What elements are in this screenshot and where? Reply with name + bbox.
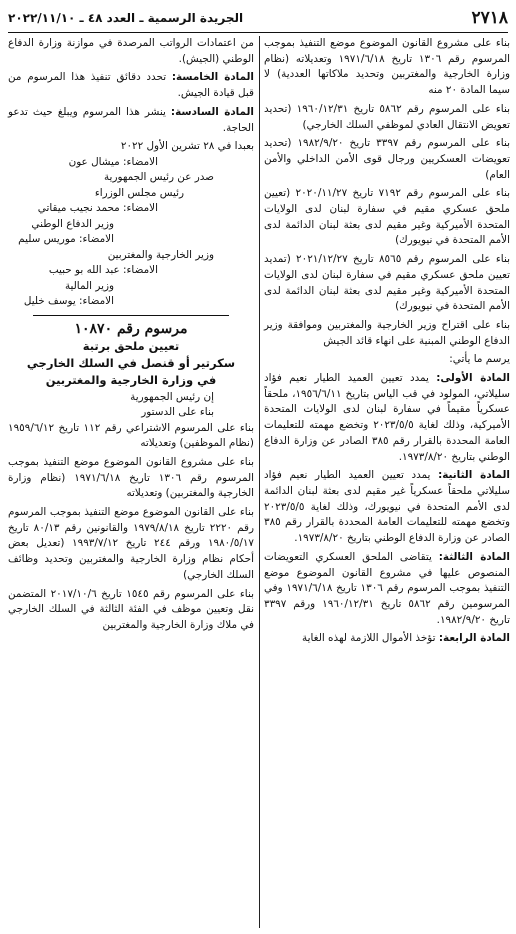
right-column bbox=[264, 36, 510, 650]
gazette-title: الجريدة الرسمية ـ العدد ٤٨ ـ ٢٠٢٢/١١/١٠ bbox=[8, 11, 244, 25]
article-text: تؤخذ الأموال اللازمة لهذه الغاية bbox=[302, 632, 436, 645]
article-text: يمدد تعيين العميد الطيار نعيم فؤاد سليلاتي ملحقاً عسكرياً غير مقيم لدى بعثة لبنان الدائمة لدى الأمم المتحدة في نيويورك، وذلك لغاية ٢٠٢٣/٥/٥ وتخضع مهمته للتعليمات العامة المحددة بالقرار رقم ٣٨٥ الصادر عن وزارة الدفاع الوطني بتاريخ ١٩٧٣/٨/٢٠. bbox=[264, 469, 510, 545]
signature-line: صدر عن رئيس الجمهورية bbox=[103, 171, 214, 184]
paragraph: بناء على المرسوم رقم ٥٨٦٢ تاريخ ١٩٦٠/١٢/٣١ (تحديد تعويض الانتقال العادي لموظفي السلك الخارجي) bbox=[264, 102, 510, 131]
preamble-line: بناء على الدستور bbox=[141, 406, 214, 419]
column-divider bbox=[259, 36, 260, 928]
paragraph: بناء على اقتراح وزير الخارجية والمغتربين وموافقة وزير الدفاع الوطني المبنية على انهاء قائد الجيش bbox=[264, 318, 510, 347]
signature-block bbox=[8, 155, 254, 310]
decree-intro: يرسم ما يأتي: bbox=[449, 353, 510, 366]
signature-line: وزير المالية bbox=[64, 279, 114, 292]
date-line: بعبدا في ٢٨ تشرين الأول ٢٠٢٢ bbox=[120, 140, 254, 153]
signature-line: رئيس مجلس الوزراء bbox=[94, 186, 184, 199]
paragraph: بناء على المرسوم رقم ١٥٤٥ تاريخ ٢٠١٧/١٠/٦ المتضمن نقل وتعيين موظف في الفئة الثالثة في السلك الخارجي في ملاك وزارة الخارجية والمغتربين bbox=[8, 587, 255, 631]
section-separator bbox=[33, 315, 230, 316]
page-number: ٢٧١٨ bbox=[471, 8, 508, 28]
article-label: المادة الخامسة: bbox=[171, 71, 254, 84]
article-3 bbox=[264, 550, 510, 629]
paragraph: بناء على القانون الموضوع موضع التنفيذ بموجب المرسوم رقم ٢٢٢٠ تاريخ ١٩٧٩/٨/١٨ والقانونين رقم ٨٠/١٣ تاريخ ١٩٨٠/٥/١٧ ورقم ٢٤٤ تاريخ ١٩٩٣/٧/١٢ (تعديل بعض أحكام نظام وزارة الخارجية والمغتربين وتحديد وظائف السلك الخارجي) bbox=[8, 506, 255, 581]
paragraph: بناء على المرسوم رقم ٧١٩٢ تاريخ ٢٠٢٠/١١/٢٧ (تعيين ملحق عسكري مقيم في سفارة لبنان لدى الولايات المتحدة الأميركية وغير مقيم لدى بعثة لبنان الدائمة لدى الأمم المتحدة في نيويورك) bbox=[264, 187, 510, 247]
paragraph: بناء على مشروع القانون الموضوع موضع التنفيذ بموجب المرسوم رقم ١٣٠٦ تاريخ ١٩٧١/٦/١٨ وتعديلاته (نظام وزارة الخارجية والمغتربين وتحديد ملاكاتها العددية) لا سيما المادة ٢٠ منه bbox=[264, 37, 511, 97]
article-text: يمدد تعيين العميد الطيار نعيم فؤاد سليلاتي، المولود في قب الياس بتاريخ ١٩٥٦/٦/١١، ملحقاً عسكرياً مقيماً في سفارة لبنان لدى الولايات المتحدة الأميركية، وذلك لغاية ٢٠٢٣/٥/٥ وتخضع مهمته للتعليمات العامة المحددة بالقرار رقم ٣٨٥ الصادر عن وزارة الدفاع الوطني بتاريخ ١٩٧٣/٨/٢٠. bbox=[264, 372, 510, 463]
left-column bbox=[8, 36, 254, 637]
decree-title-line: في وزارة الخارجية والمغتربين bbox=[45, 372, 217, 387]
signature-line: وزير الخارجية والمغتربين bbox=[107, 248, 214, 261]
decree-number: مرسوم رقم ١٠٨٧٠ bbox=[74, 320, 188, 337]
article-label: المادة السادسة: bbox=[170, 105, 254, 118]
article-text: يتقاضى الملحق العسكري التعويضات المنصوص عليها في مشروع القانون الموضوع موضع التنفيذ بموجب المرسوم رقم ١٣٠٦ تاريخ ١٩٧١/٦/١٨ وفي المرسومين رقم ٥٨٦٢ تاريخ ١٩٦٠/١٢/٣١ ورقم ٣٣٩٧ تاريخ ١٩٨٢/٩/٢٠. bbox=[264, 550, 510, 626]
article-4 bbox=[264, 631, 510, 647]
article-1 bbox=[264, 371, 510, 465]
decree-title-line: تعيين ملحق برتبة bbox=[82, 339, 180, 354]
signature-line: الامضاء: عبد الله بو حبيب bbox=[48, 264, 158, 277]
paragraph: بناء على مشروع القانون الموضوع موضع التنفيذ بموجب المرسوم رقم ١٣٠٦ تاريخ ١٩٧١/٦/١٨ (نظام وزارة الخارجية والمغتربين) وتعديلاته bbox=[8, 455, 255, 500]
article-label: المادة الثانية: bbox=[438, 469, 510, 482]
article-label: المادة الثالثة: bbox=[438, 550, 510, 563]
article-label: المادة الأولى: bbox=[436, 372, 510, 385]
decree-title-line: سكرتير أو قنصل في السلك الخارجي bbox=[26, 356, 236, 371]
article-text: تحدد دقائق تنفيذ هذا المرسوم من قبل قيادة الجيش. bbox=[8, 71, 254, 100]
signature-line: الامضاء: ميشال عون bbox=[68, 155, 158, 168]
continuation-text: من اعتمادات الرواتب المرصدة في موازنة وزارة الدفاع الوطني (الجيش). bbox=[8, 37, 254, 65]
signature-line: وزير الدفاع الوطني bbox=[31, 217, 114, 230]
article-2 bbox=[264, 468, 510, 547]
page-header bbox=[8, 6, 508, 33]
paragraph: بناء على المرسوم الاشتراعي رقم ١١٢ تاريخ ١٩٥٩/٦/١٢ (نظام الموظفين) وتعديلاته bbox=[8, 421, 254, 450]
paragraph: بناء على المرسوم رقم ٨٥٦٥ تاريخ ٢٠٢١/١٢/٢٧ (تمديد تعيين ملحق عسكري مقيم في سفارة لبنان لدى الولايات المتحدة الأميركية وغير مقيم لدى بعثة لبنان الدائمة لدى الأمم المتحدة في نيويورك) bbox=[264, 253, 511, 313]
paragraph: بناء على المرسوم رقم ٣٣٩٧ تاريخ ١٩٨٢/٩/٢٠ (تحديد تعويضات العسكريين ورجال قوى الأمن الداخلي والأمن العام) bbox=[264, 137, 510, 181]
article-label: المادة الرابعة: bbox=[438, 632, 510, 645]
signature-line: الامضاء: محمد نجيب ميقاتي bbox=[37, 202, 158, 215]
article-6 bbox=[8, 105, 254, 136]
article-5 bbox=[8, 70, 254, 101]
preamble-line: إن رئيس الجمهورية bbox=[130, 390, 214, 403]
signature-line: الامضاء: موريس سليم bbox=[18, 233, 114, 246]
article-text: ينشر هذا المرسوم ويبلغ حيث تدعو الحاجة. bbox=[8, 105, 254, 134]
signature-line: الامضاء: يوسف خليل bbox=[23, 295, 114, 308]
